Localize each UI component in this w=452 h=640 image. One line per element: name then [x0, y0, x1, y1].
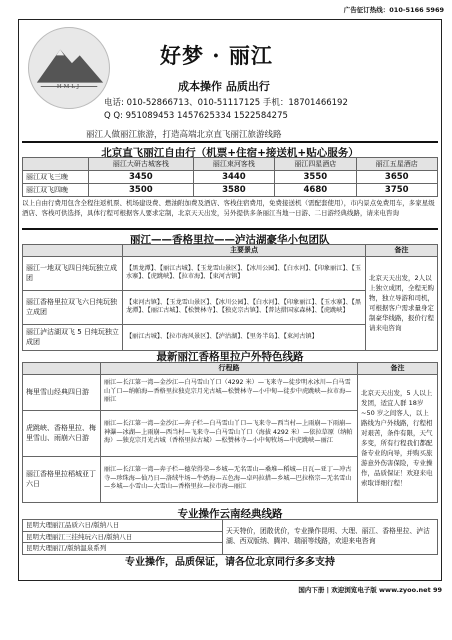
tour-name: 丽江香格里拉稻城亚丁六日 [23, 456, 101, 502]
bottom-bar: 国内下册 | 欢迎浏览电子版 www.zyoo.net 99 [298, 586, 442, 594]
price-value: 3750 [356, 184, 437, 197]
price-value: 3550 [275, 171, 356, 184]
price-value: 3440 [193, 171, 274, 184]
price-header-cell [23, 158, 89, 171]
route-item: 昆明大理丽江品质六日/版纳八日 [23, 520, 223, 532]
tour-route: 丽江—长江第一湾—金沙江—奔子栏—白马雪山丫口—飞来寺—西当村—上雨崩—下雨崩—神瀑—冰湖—上雨崩—西当村—飞来寺—白马雪山丫口（海拔 4292 米）—依拉草原（纳帕海）—独克宗月光古城（香格里拉古城）—松赞林寺—小中甸牧场—中虎跳峡—丽江 [101, 410, 358, 456]
price-value: 3450 [89, 171, 194, 184]
tour-name: 丽江一地双飞四日纯玩独立成团 [23, 256, 123, 290]
tour-route: 丽江—长江第一湾—奔子栏—德荣得荣—乡城—无名雪山—桑堆—稻城—日瓦—亚丁—冲古寺—珍珠海—仙乃日—洛绒牛场—牛奶海—五色海—卓玛拉措—乡城—巴拉格宗—无名雪山—乡城—小雪山—大雪山—香格里拉—拉市海—丽江 [101, 456, 358, 502]
page-title: 好梦 · 丽江 [160, 43, 273, 68]
footer-slogan: 专业操作，品质保证，请各位北京同行多多支持 [125, 557, 335, 568]
table-row [23, 374, 438, 410]
contact-phone: 电话: 010-52866713、010-51117125 手机：18701466192 [104, 98, 348, 108]
outdoor-tour-table [22, 362, 438, 503]
tour-route: 丽江—长江第一湾—金沙江—白马雪山丫口（4292 米）—飞来寺—徒步明永冰川—白马雪山丫口—纳帕海—香格里拉独克宗月光古城—松赞林寺—小中甸—徒步中虎跳峡—拉市海—丽江 [101, 374, 358, 410]
mountain-icon [29, 28, 109, 108]
tour-note: 北京天天出发，5 人以上发团，适宜人群 18岁~50 岁之间客人，以上路线为户外线路，行程相对艰苦，条件有限，天气多变，所有行程我们都配备专业的向导，并购买旅游意外伤害保险，专业操作，品质保证！欢迎来电索取详细行程！ [358, 374, 438, 502]
price-header-cell: 丽江大研古城客栈 [89, 158, 194, 171]
tour-name: 丽江泸沽湖双飞 5 日纯玩独立成团 [23, 324, 123, 350]
table-row [23, 520, 438, 532]
tour-header-route: 行程路 [101, 363, 358, 375]
company-logo [28, 27, 110, 109]
price-header-cell: 丽江束河客栈 [193, 158, 274, 171]
price-value: 3580 [193, 184, 274, 197]
slogan: 丽江人做丽江旅游，打造高端北京直飞丽江旅游线路 [86, 130, 282, 140]
yunnan-routes-table [22, 519, 438, 555]
tour-header-note: 备注 [366, 245, 438, 257]
section4-title: 专业操作云南经典线路 [177, 508, 283, 520]
tour-spots: 【丽江古城】、【拉市海风景区】、【泸沽湖】、【里务半岛】、【束河古镇】 [123, 324, 366, 350]
price-header-row [23, 158, 438, 171]
price-table [22, 157, 438, 197]
price-value: 3650 [356, 171, 437, 184]
tour-name: 丽江香格里拉双飞六日纯玩独立成团 [23, 290, 123, 324]
price-row-label: 丽江双飞三晚 [23, 171, 89, 184]
tour-name: 虎跳峡、香格里拉、梅里雪山、雨崩六日游 [23, 410, 101, 456]
logo-text: HMLJ [56, 84, 82, 90]
route-item: 昆明大理丽江/版纳温泉系列 [23, 543, 223, 555]
price-value: 4680 [275, 184, 356, 197]
section1-note: 以上自由行费用包含全程往返机票、机场建设费、燃油附加费及酒店、客栈住宿费用，免费接送机（需配套使用），市内景点免费用车，多家星级酒店、客栈可供选择，具体行程可根据客人要求定制，北京天天出发，另外提供多条丽江当地一日游、二日游经典线路，请来电咨询 [22, 199, 435, 217]
tour-header-row [23, 363, 438, 375]
price-header-cell: 丽江五星酒店 [356, 158, 437, 171]
section3-title: 最新丽江香格里拉户外特色线路 [156, 351, 304, 363]
tour-spots: 【束河古镇】、【玉龙雪山景区】、【冰川公园】、【白水河】、【印象丽江】、【玉水寨】、【黑龙潭】、【丽江古城】、【松赞林寺】、【独克宗古镇】、【普达措国家森林】、【虎跳峡】 [123, 290, 366, 324]
section2-title: 丽江——香格里拉——泸沽湖豪华小包团队 [130, 234, 330, 246]
tour-note: 北京天天出发，2人以上独立成团，全程无购物，独立导游和司机，可根据客户需求量身定制豪华线路，报价行程请来电咨询 [366, 256, 438, 350]
price-row [23, 184, 438, 197]
section1-title: 北京直飞丽江自由行（机票+住宿+接送机+贴心服务） [101, 147, 359, 159]
ad-hotline: 广告征订热线：010-5166 5969 [343, 6, 444, 14]
tour-header-route: 主要景点 [123, 245, 366, 257]
price-value: 3500 [89, 184, 194, 197]
price-row-label: 丽江双飞四晚 [23, 184, 89, 197]
contact-qq: Q Q: 951089453 1457625334 1522584275 [104, 111, 288, 121]
route-note: 天天特价，团散优价，专业操作昆明、大理、丽江、香格里拉、泸沽湖、西双版纳、腾冲、瑞丽等线路，欢迎来电咨询 [223, 520, 438, 555]
route-item: 昆明大理丽江三挂纯玩六日/版纳八日 [23, 531, 223, 543]
price-header-cell: 丽江四星酒店 [275, 158, 356, 171]
table-row [23, 256, 438, 290]
tour-header-note: 备注 [358, 363, 438, 375]
package-tour-table [22, 244, 438, 351]
tour-name: 梅里雪山经典四日游 [23, 374, 101, 410]
tour-spots: 【黑龙潭】、【丽江古城】、【玉龙雪山景区】、【冰川公园】、【白水河】、【印象丽江】、【玉水寨】、【虎跳峡】、【拉市海】、【束河古镇】 [123, 256, 366, 290]
price-row [23, 171, 438, 184]
subtitle: 成本操作 品质出行 [178, 80, 270, 93]
tour-header-row [23, 245, 438, 257]
